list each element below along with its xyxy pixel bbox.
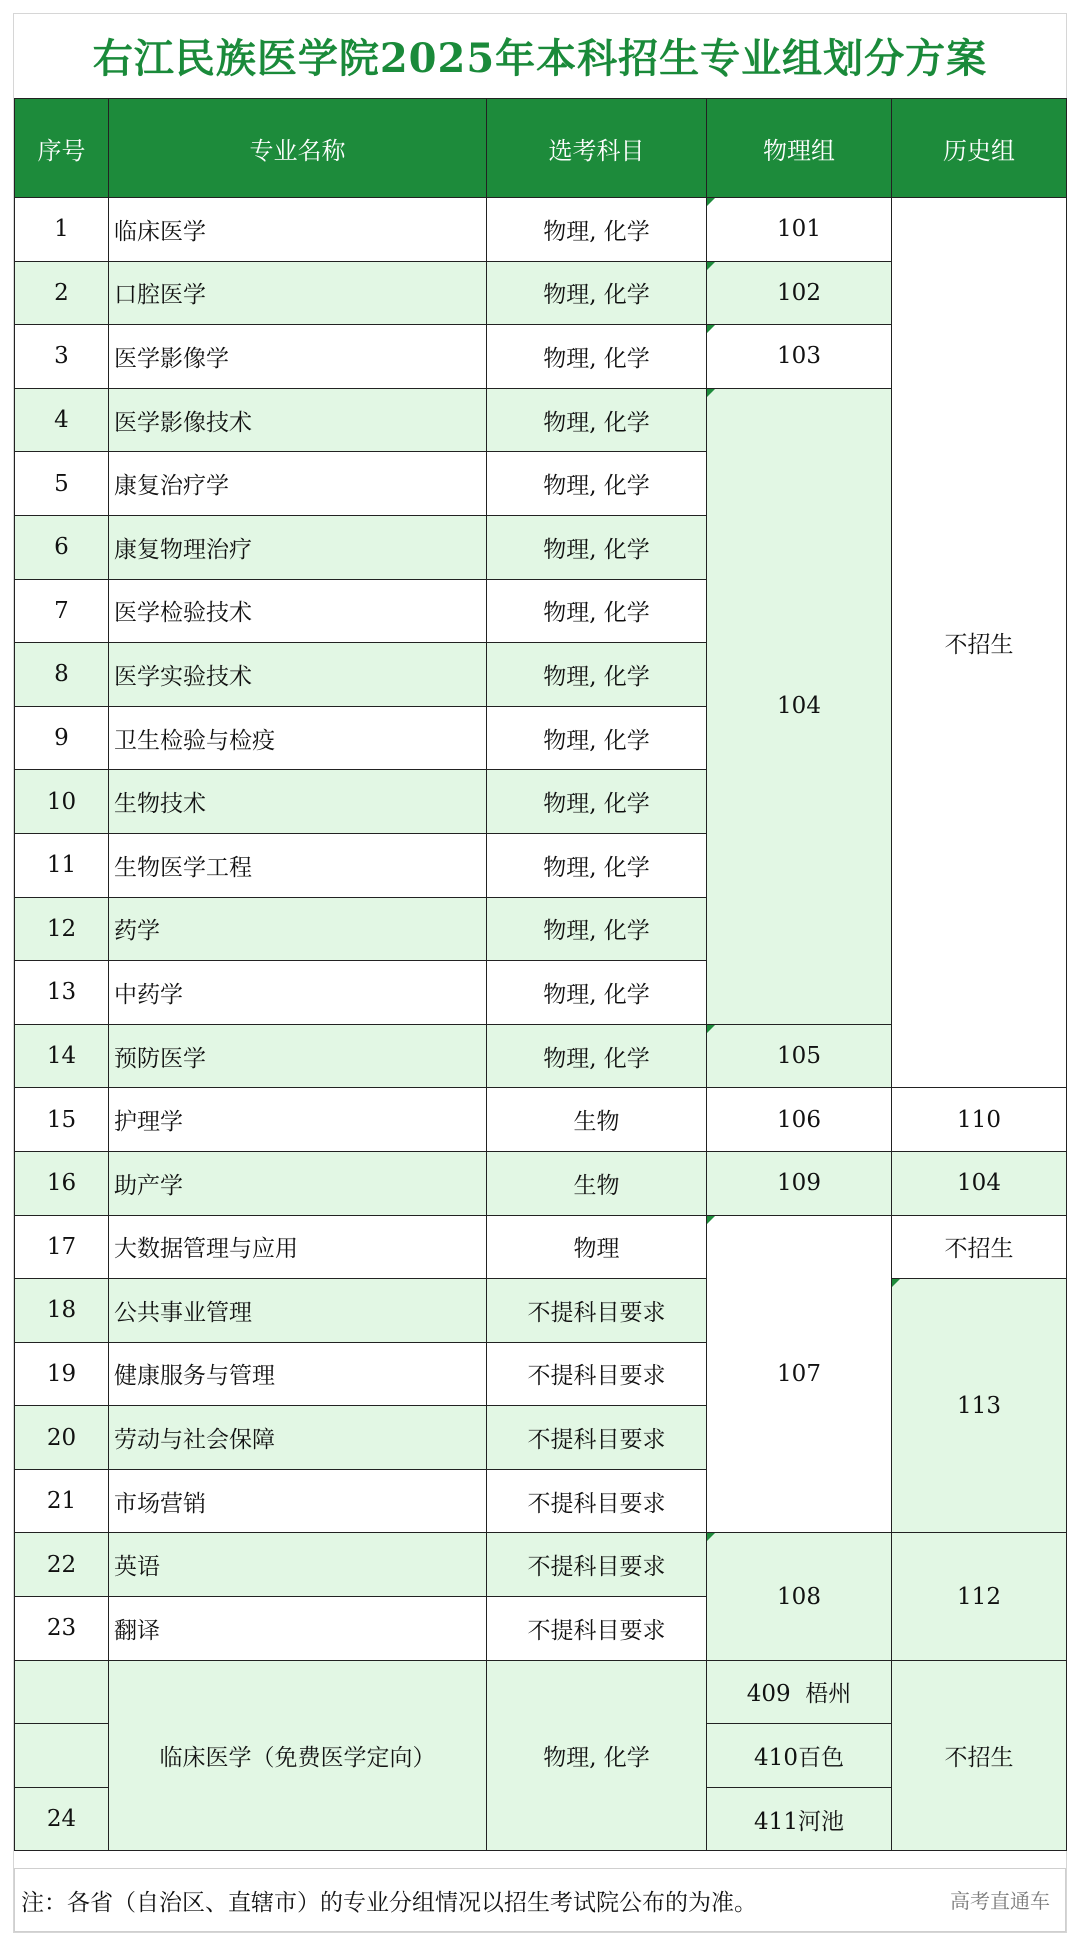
physics-code-wuzhou: 409 梧州 [707,1660,892,1724]
header-subjects: 选考科目 [487,99,707,198]
row-major: 药学 [109,897,487,961]
row-subjects: 物理, 化学 [487,515,707,579]
row-major: 医学检验技术 [109,579,487,643]
row-no: 22 [15,1533,109,1597]
watermark: 高考直通车 [950,1889,1050,1913]
row-physics: 105 [707,1024,892,1088]
row-major: 生物技术 [109,770,487,834]
row-subjects: 物理, 化学 [487,706,707,770]
row-no: 10 [15,770,109,834]
header-no: 序号 [15,99,109,198]
row-history: 不招生 [892,1215,1067,1279]
row-subjects: 生物 [487,1088,707,1152]
row-major: 医学影像学 [109,325,487,389]
row-subjects: 物理, 化学 [487,643,707,707]
row-major: 英语 [109,1533,487,1597]
row-subjects: 物理, 化学 [487,198,707,262]
row-no-blank [15,1724,109,1788]
table-row [15,1088,1067,1152]
row-major: 康复物理治疗 [109,515,487,579]
row-subjects: 物理, 化学 [487,897,707,961]
row-major: 医学实验技术 [109,643,487,707]
row-subjects: 物理, 化学 [487,770,707,834]
header-name: 专业名称 [109,99,487,198]
row-major: 生物医学工程 [109,833,487,897]
row-no: 6 [15,515,109,579]
row-history: 110 [892,1088,1067,1152]
row-no: 14 [15,1024,109,1088]
row-subjects: 不提科目要求 [487,1342,707,1406]
row-subjects: 物理, 化学 [487,261,707,325]
row-subjects: 物理, 化学 [487,961,707,1025]
row-physics: 106 [707,1088,892,1152]
row-no: 18 [15,1279,109,1343]
row-subjects: 不提科目要求 [487,1406,707,1470]
row-physics: 103 [707,325,892,389]
table-row [15,1279,1067,1343]
history-group-cell: 不招生 [892,1660,1067,1851]
table-row [15,198,1067,262]
row-major: 健康服务与管理 [109,1342,487,1406]
header-history: 历史组 [892,99,1067,198]
row-subjects: 物理, 化学 [487,1024,707,1088]
row-no: 1 [15,198,109,262]
row-no: 24 [15,1787,109,1851]
row-subjects: 物理, 化学 [487,388,707,452]
header-physics: 物理组 [707,99,892,198]
physics-group-cell: 104 [707,388,892,1024]
table-row [15,1215,1067,1279]
row-subjects: 物理 [487,1215,707,1279]
row-major: 中药学 [109,961,487,1025]
row-physics: 102 [707,261,892,325]
row-major: 临床医学（免费医学定向） [109,1660,487,1851]
row-major: 公共事业管理 [109,1279,487,1343]
row-subjects: 生物 [487,1151,707,1215]
row-subjects: 物理, 化学 [487,452,707,516]
physics-group-cell: 108 [707,1533,892,1660]
row-no: 17 [15,1215,109,1279]
table-header-row [15,99,1067,198]
row-subjects: 物理, 化学 [487,1660,707,1851]
row-major: 护理学 [109,1088,487,1152]
row-subjects: 不提科目要求 [487,1597,707,1661]
row-no: 21 [15,1469,109,1533]
row-no: 12 [15,897,109,961]
row-no: 15 [15,1088,109,1152]
physics-code-baise: 410百色 [707,1724,892,1788]
row-major: 预防医学 [109,1024,487,1088]
table-row [15,1660,1067,1724]
row-no: 2 [15,261,109,325]
row-no: 8 [15,643,109,707]
row-subjects: 物理, 化学 [487,833,707,897]
row-subjects: 不提科目要求 [487,1533,707,1597]
row-major: 口腔医学 [109,261,487,325]
physics-code-hechi: 411河池 [707,1787,892,1851]
row-no: 16 [15,1151,109,1215]
row-no: 11 [15,833,109,897]
row-subjects: 不提科目要求 [487,1279,707,1343]
physics-group-cell: 107 [707,1215,892,1533]
row-subjects: 物理, 化学 [487,579,707,643]
row-major: 卫生检验与检疫 [109,706,487,770]
row-subjects: 不提科目要求 [487,1469,707,1533]
history-group-cell: 不招生 [892,198,1067,1088]
footnote: 注：各省（自治区、直辖市）的专业分组情况以招生考试院公布的为准。 [14,1868,1066,1932]
row-major: 医学影像技术 [109,388,487,452]
row-major: 市场营销 [109,1469,487,1533]
row-no: 19 [15,1342,109,1406]
row-major: 临床医学 [109,198,487,262]
history-group-cell: 112 [892,1533,1067,1660]
table-row [15,1533,1067,1597]
row-major: 劳动与社会保障 [109,1406,487,1470]
row-major: 助产学 [109,1151,487,1215]
row-subjects: 物理, 化学 [487,325,707,389]
page-title: 右江民族医学院2025年本科招生专业组划分方案 [92,34,988,82]
row-no: 7 [15,579,109,643]
row-no: 9 [15,706,109,770]
row-no-blank [15,1660,109,1724]
major-group-table [14,98,1067,1851]
row-no: 23 [15,1597,109,1661]
row-major: 翻译 [109,1597,487,1661]
table-row [15,1151,1067,1215]
row-no: 4 [15,388,109,452]
row-major: 大数据管理与应用 [109,1215,487,1279]
row-history: 104 [892,1151,1067,1215]
row-no: 3 [15,325,109,389]
history-group-cell: 113 [892,1279,1067,1533]
row-physics: 109 [707,1151,892,1215]
row-major: 康复治疗学 [109,452,487,516]
row-physics: 101 [707,198,892,262]
row-no: 13 [15,961,109,1025]
row-no: 20 [15,1406,109,1470]
row-no: 5 [15,452,109,516]
